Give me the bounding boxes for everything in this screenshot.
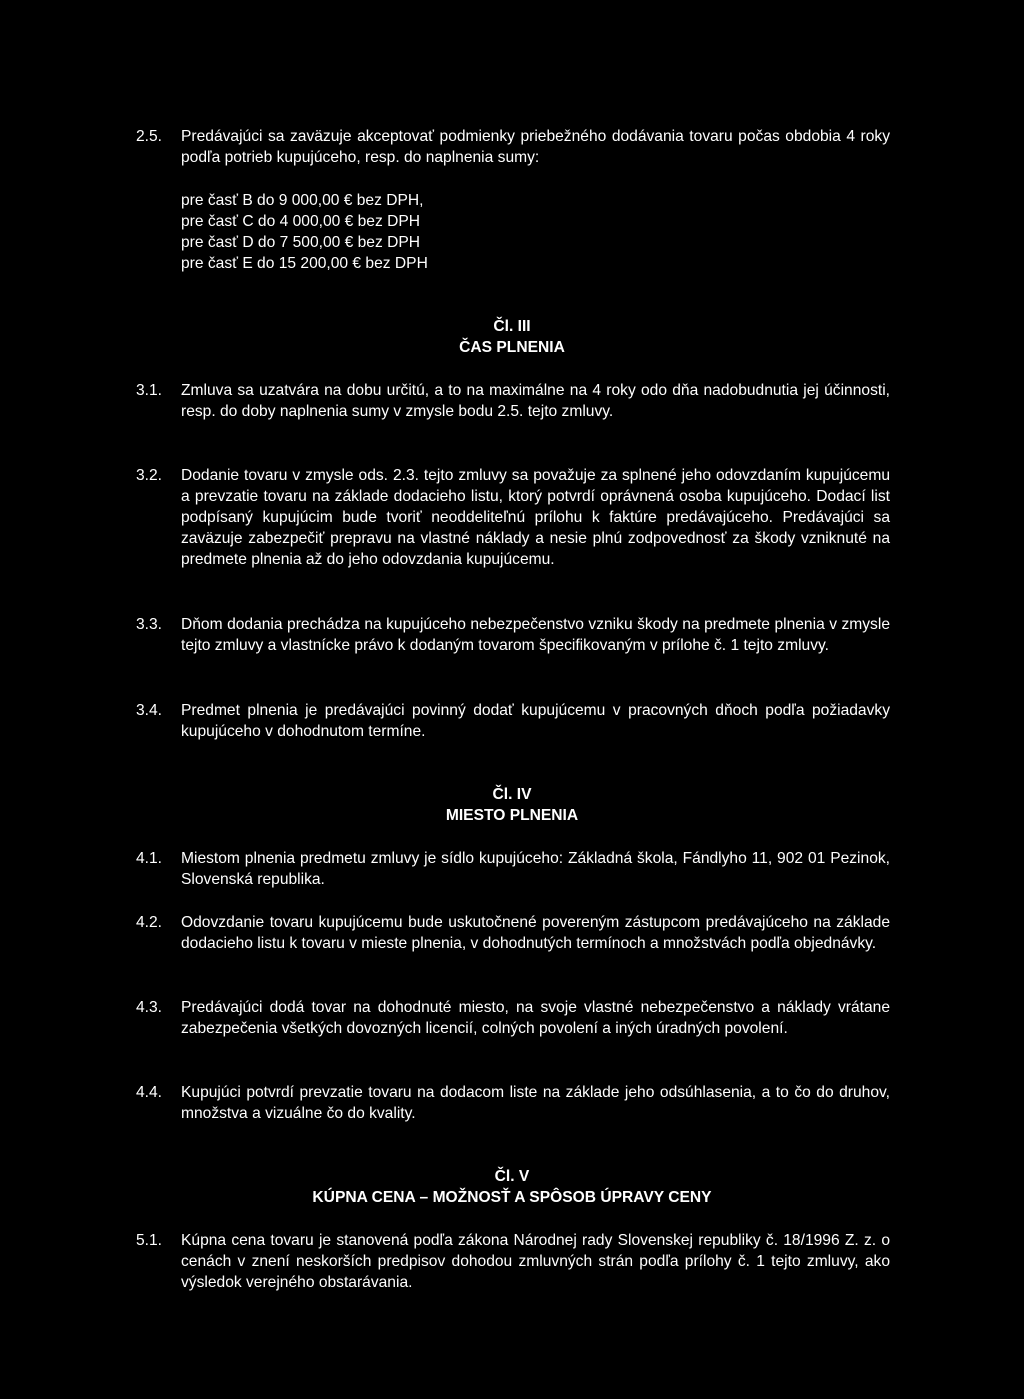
clause-number: 3.3. <box>136 616 163 633</box>
amount-line: pre časť E do 15 200,00 € bez DPH <box>181 255 428 272</box>
amount-line: pre časť B do 9 000,00 € bez DPH, <box>181 192 424 209</box>
clause-4-4 <box>136 1082 890 1124</box>
clause-number: 4.2. <box>136 914 163 931</box>
article-heading-5 <box>136 1166 888 1208</box>
clause-number: 4.3. <box>136 999 163 1016</box>
clause-3-2 <box>136 465 890 570</box>
amount-list <box>181 190 581 274</box>
article-number: Čl. V <box>494 1168 530 1185</box>
article-heading-4 <box>136 784 888 826</box>
clause-text: Kupujúci potvrdí prevzatie tovaru na dodacom liste na základe jeho odsúhlasenia, a to čo do druhov, množstva a vizuálne čo do kvality. <box>181 1084 890 1122</box>
clause-number: 2.5. <box>136 128 163 145</box>
clause-3-4 <box>136 700 890 742</box>
clause-3-3 <box>136 614 890 656</box>
clause-text: Predmet plnenia je predávajúci povinný dodať kupujúcemu v pracovných dňoch podľa požiadavky kupujúceho v dohodnutom termíne. <box>181 702 890 740</box>
clause-text: Dodanie tovaru v zmysle ods. 2.3. tejto zmluvy sa považuje za splnené jeho odovzdaním kupujúcemu a prevzatie tovaru na základe dodacieho listu, ktorý potvrdí oprávnená osoba kupujúceho. Dodací list podpísaný kupujúcim bude tvoriť neoddeliteľnú prílohu k faktúre predávajúceho. Predávajúci sa zaväzuje zabezpečiť prepravu na vlastné náklady a nesie plnú zodpovednosť za škody vzniknuté na predmete plnenia až do jeho odovzdania kupujúcemu. <box>181 467 890 568</box>
clause-number: 4.4. <box>136 1084 163 1101</box>
article-title: ČAS PLNENIA <box>459 339 565 356</box>
clause-number: 3.4. <box>136 702 163 719</box>
clause-text: Miestom plnenia predmetu zmluvy je sídlo kupujúceho: Základná škola, Fándlyho 11, 902 01 Pezinok, Slovenská republika. <box>181 850 890 888</box>
clause-5-1 <box>136 1230 890 1293</box>
article-number: Čl. IV <box>492 786 532 803</box>
clause-text: Dňom dodania prechádza na kupujúceho nebezpečenstvo vzniku škody na predmete plnenia v zmysle tejto zmluvy a vlastnícke právo k dodaným tovarom špecifikovaným v prílohe č. 1 tejto zmluvy. <box>181 616 890 654</box>
clause-2-5 <box>136 126 890 168</box>
clause-text: Predávajúci dodá tovar na dohodnuté miesto, na svoje vlastné nebezpečenstvo a náklady vrátane zabezpečenia všetkých dovozných licencií, colných povolení a iných úradných povolení. <box>181 999 890 1037</box>
clause-4-2 <box>136 912 890 954</box>
amount-line: pre časť C do 4 000,00 € bez DPH <box>181 213 421 230</box>
clause-number: 3.2. <box>136 467 163 484</box>
clause-3-1 <box>136 380 890 422</box>
clause-text: Predávajúci sa zaväzuje akceptovať podmienky priebežného dodávania tovaru počas obdobia 4 roky podľa potrieb kupujúceho, resp. do naplnenia sumy: <box>181 128 890 166</box>
clause-text: Zmluva sa uzatvára na dobu určitú, a to na maximálne na 4 roky odo dňa nadobudnutia jej účinnosti, resp. do doby naplnenia sumy v zmysle bodu 2.5. tejto zmluvy. <box>181 382 890 420</box>
article-heading-3 <box>136 316 888 358</box>
clause-text: Odovzdanie tovaru kupujúcemu bude uskutočnené povereným zástupcom predávajúceho na základe dodacieho listu k tovaru v mieste plnenia, v dohodnutých termínoch a množstvách podľa objednávky. <box>181 914 890 952</box>
clause-4-1 <box>136 848 890 890</box>
clause-text: Kúpna cena tovaru je stanovená podľa zákona Národnej rady Slovenskej republiky č. 18/1996 Z. z. o cenách v znení neskorších predpisov dohodou zmluvných strán podľa prílohy č. 1 tejto zmluvy, ako výsledok verejného obstarávania. <box>181 1232 890 1291</box>
amount-line: pre časť D do 7 500,00 € bez DPH <box>181 234 421 251</box>
clause-4-3 <box>136 997 890 1039</box>
article-number: Čl. III <box>493 318 531 335</box>
clause-number: 3.1. <box>136 382 163 399</box>
article-title: KÚPNA CENA – MOŽNOSŤ A SPÔSOB ÚPRAVY CENY <box>312 1189 712 1206</box>
clause-number: 4.1. <box>136 850 163 867</box>
clause-number: 5.1. <box>136 1232 163 1249</box>
article-title: MIESTO PLNENIA <box>445 807 579 824</box>
